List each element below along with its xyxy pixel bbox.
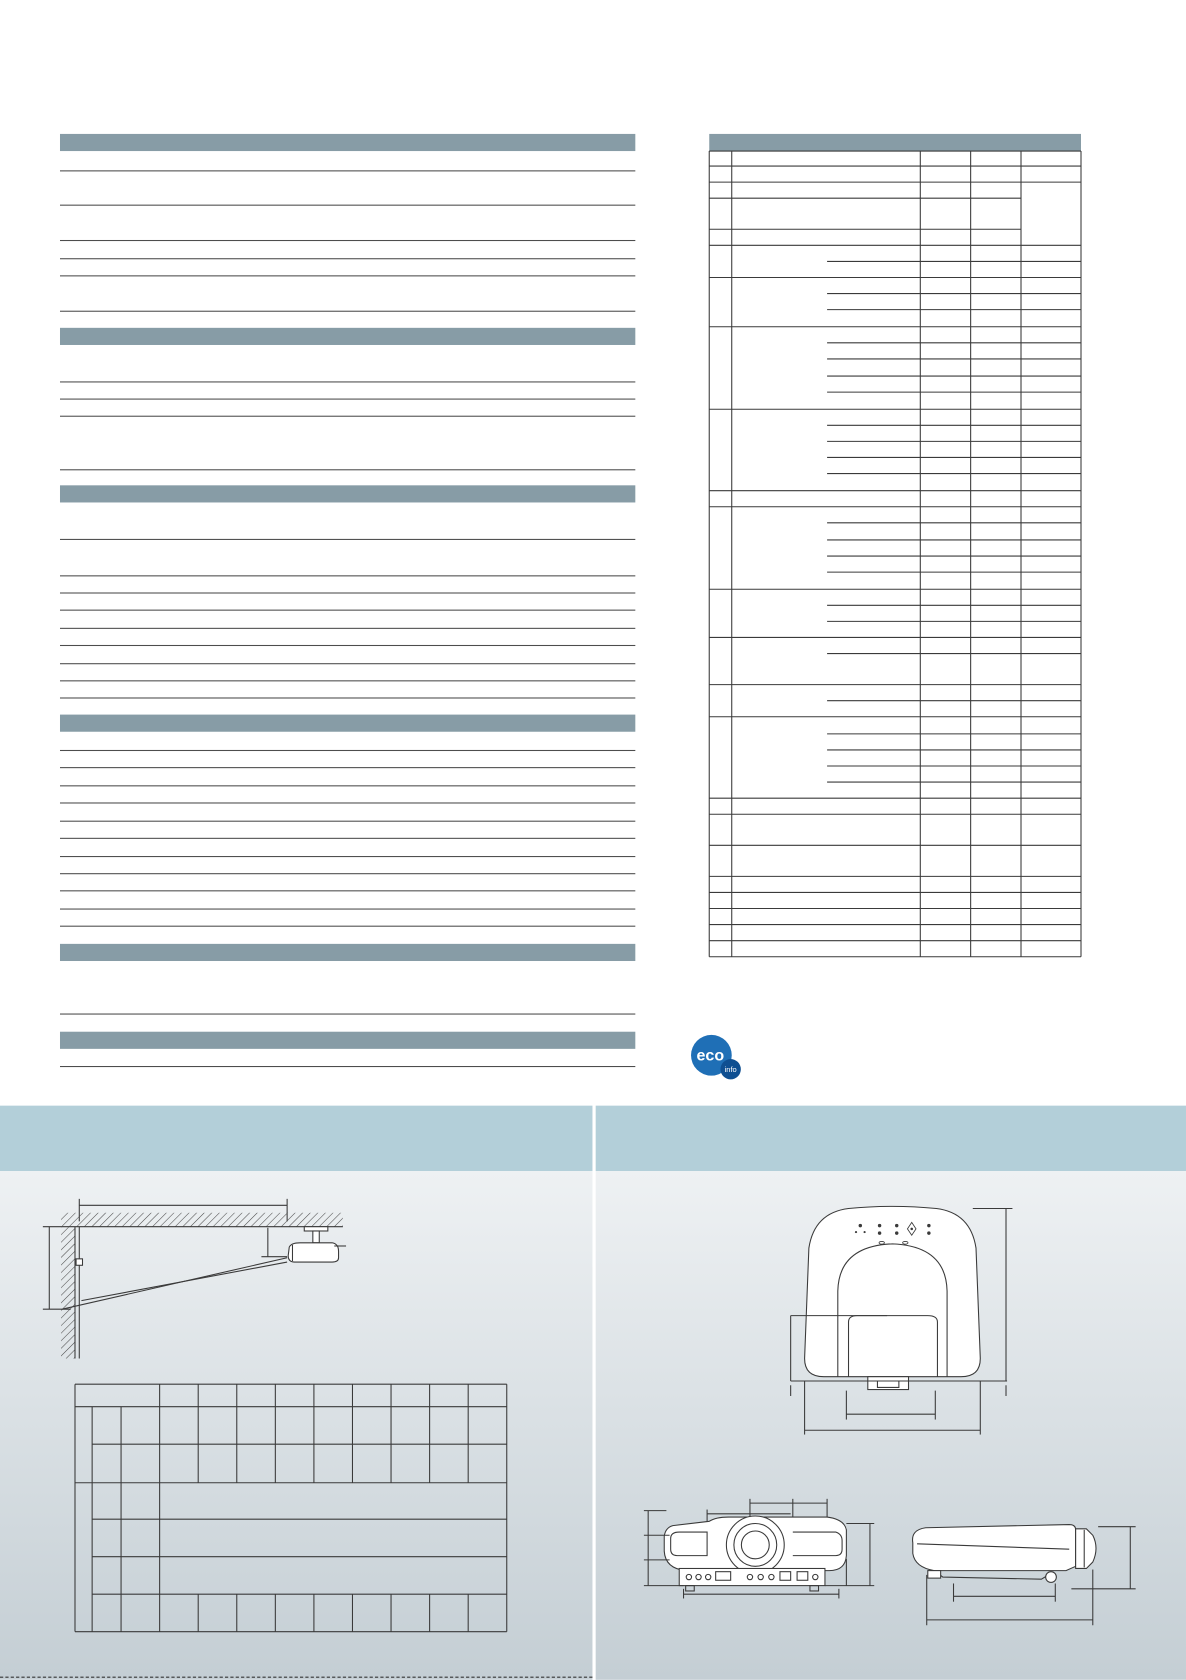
eco-logo-text: eco [696, 1046, 725, 1065]
eco-info-logo [686, 1031, 748, 1085]
spec-row-divider [60, 890, 635, 891]
side-lens-housing [1076, 1529, 1096, 1569]
spec-row-divider [60, 469, 635, 470]
ceiling-mount-pole [313, 1231, 319, 1243]
spec-row-divider [60, 802, 635, 803]
spec-row-divider [60, 697, 635, 698]
ceiling-mount-plate [304, 1227, 328, 1231]
spec-row-divider [60, 909, 635, 910]
control-button [878, 1231, 881, 1234]
connector-table-grid [707, 149, 1084, 960]
directional-pad-center [910, 1228, 913, 1231]
spec-row-divider [60, 1014, 635, 1015]
side-underbody [934, 1571, 1052, 1580]
screen-bracket [76, 1259, 82, 1265]
spec-row-divider [60, 311, 635, 312]
spec-section-header [60, 1032, 635, 1049]
spec-section-header [60, 134, 635, 151]
spec-row-divider [60, 258, 635, 259]
projection-ray [81, 1262, 287, 1301]
spec-row-divider [60, 592, 635, 593]
installation-distance-table [64, 1377, 514, 1639]
control-button [859, 1224, 862, 1227]
spec-section-header [60, 715, 635, 732]
spec-row-divider [60, 821, 635, 822]
installation-header-band [0, 1106, 592, 1171]
spec-row-divider [60, 416, 635, 417]
projector-dimension-drawings [632, 1195, 1146, 1634]
side-view-outline [913, 1525, 1076, 1571]
dimensions-header-band [596, 1106, 1186, 1171]
spec-row-divider [60, 399, 635, 400]
spec-row-divider [60, 628, 635, 629]
control-button [864, 1231, 866, 1233]
control-button [878, 1224, 881, 1227]
spec-row-divider [60, 240, 635, 241]
spec-row-divider [60, 381, 635, 382]
projector-front-view [644, 1499, 874, 1599]
lens-outer-ring [726, 1516, 784, 1574]
front-foot [928, 1571, 941, 1578]
spec-row-divider [60, 680, 635, 681]
control-button [855, 1231, 857, 1233]
spec-row-divider [60, 205, 635, 206]
spec-row-divider [60, 275, 635, 276]
projector-side-view [913, 1525, 1136, 1626]
info-logo-text: info [724, 1064, 737, 1074]
spec-row-divider [60, 1066, 635, 1067]
wall-hatch [61, 1227, 75, 1359]
projector-body [288, 1243, 338, 1262]
spec-row-divider [60, 645, 635, 646]
spec-row-divider [60, 873, 635, 874]
projector-top-view [791, 1206, 1013, 1434]
page-bottom-rule [0, 1677, 592, 1678]
spec-row-divider [60, 926, 635, 927]
rear-foot [1046, 1572, 1057, 1583]
top-view-outline [805, 1206, 981, 1376]
projector-foot [810, 1586, 819, 1591]
spec-row-divider [60, 785, 635, 786]
spec-row-divider [60, 838, 635, 839]
control-button [927, 1224, 930, 1227]
spec-row-divider [60, 170, 635, 171]
control-button [895, 1224, 898, 1227]
spec-row-divider [60, 663, 635, 664]
spec-row-divider [60, 575, 635, 576]
spec-row-divider [60, 767, 635, 768]
control-button [927, 1231, 930, 1234]
spec-section-header [60, 944, 635, 961]
spec-row-divider [60, 856, 635, 857]
spec-row-divider [60, 539, 635, 540]
spec-section-header [60, 485, 635, 502]
spec-row-divider [60, 610, 635, 611]
spec-row-divider [60, 750, 635, 751]
control-button [895, 1231, 898, 1234]
spec-section-header [60, 328, 635, 345]
ceiling-hatch [61, 1213, 343, 1227]
projector-foot [686, 1586, 695, 1591]
ceiling-installation-diagram [32, 1189, 353, 1371]
